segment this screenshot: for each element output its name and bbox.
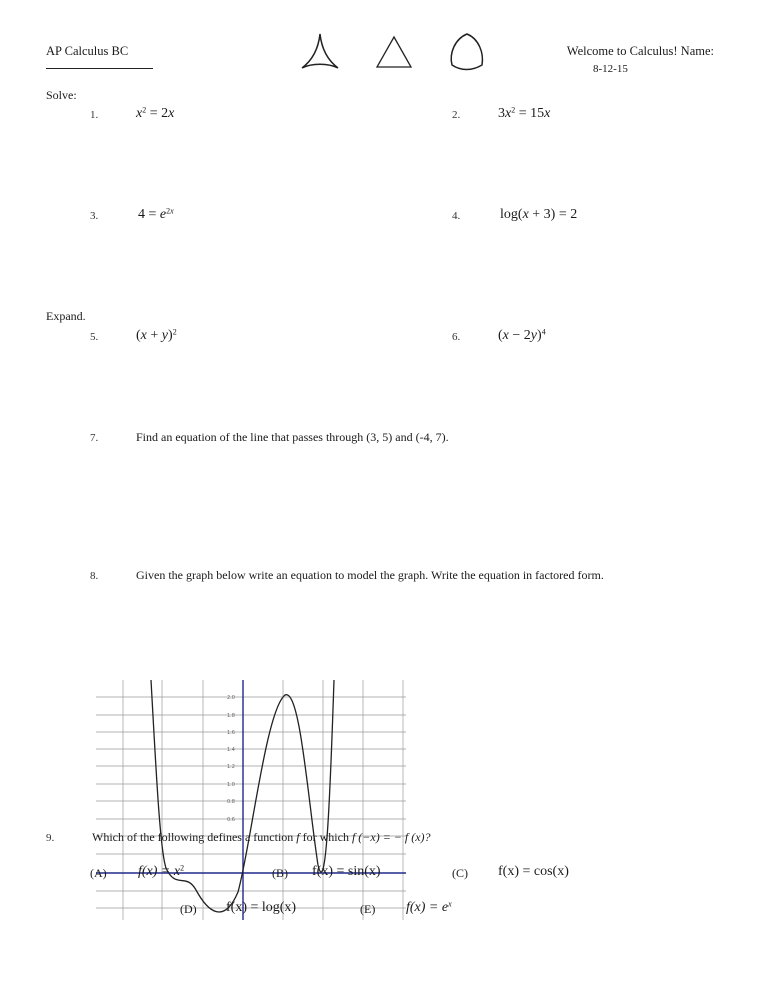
problem-9-f: f xyxy=(296,830,300,844)
problem-3-number: 3. xyxy=(90,210,99,222)
problem-1-equation: $x^2 = 2x$ xyxy=(136,105,175,121)
tick-1-0: 1.0 xyxy=(227,782,235,788)
choice-d-label[interactable]: (D) xyxy=(180,902,197,916)
tick-1-4: 1.4 xyxy=(227,747,235,753)
problem-5-expression: $(x + y)^2$ xyxy=(136,327,177,343)
course-title: AP Calculus BC xyxy=(46,44,129,58)
graph-grid xyxy=(96,680,406,920)
date-label: 8-12-15 xyxy=(593,63,628,75)
problem-7-text: Find an equation of the line that passes through (3, 5) and (-4, 7). xyxy=(136,430,449,444)
problem-4-number: 4. xyxy=(452,210,461,222)
tick-1-2: 1.2 xyxy=(227,764,235,770)
choice-a-expression[interactable]: $f(x) = x^2$ xyxy=(138,863,185,879)
choice-b-expression[interactable]: f(x) = sin(x) xyxy=(312,864,381,879)
tick-0-6: 0.6 xyxy=(227,817,235,823)
problem-9-text-before: Which of the following defines a function xyxy=(92,830,294,844)
problem-5-number: 5. xyxy=(90,331,99,343)
choice-a-label[interactable]: (A) xyxy=(90,866,107,880)
choice-e-label[interactable]: (E) xyxy=(360,902,376,916)
choice-d-expression[interactable]: f(x) = log(x) xyxy=(226,900,297,915)
choice-e-text: f(x) = e xyxy=(406,900,449,915)
tick-1-8: 1.8 xyxy=(227,713,235,719)
choice-c-label[interactable]: (C) xyxy=(452,866,468,880)
problem-8-text: Given the graph below write an equation to model the graph. Write the equation in factored form. xyxy=(136,568,604,582)
tick-0-8: 0.8 xyxy=(227,799,235,805)
problem-7-number: 7. xyxy=(90,432,99,444)
problem-9-number: 9. xyxy=(46,832,55,844)
reuleaux-triangle-icon xyxy=(446,31,488,73)
expand-heading: Expand. xyxy=(46,309,86,323)
tick-2-0: 2.0 xyxy=(227,695,235,701)
problem-6-expression: $(x - 2y)^4$ xyxy=(498,327,546,343)
course-underline xyxy=(46,68,153,69)
choice-c-expression[interactable]: f(x) = cos(x) xyxy=(498,864,569,879)
triangle-shape-icon xyxy=(375,34,415,74)
problem-4-equation: log(x + 3) = 2 xyxy=(500,207,578,222)
problem-9-text-mid: for which xyxy=(302,830,349,844)
choice-a-text: f(x) = x xyxy=(138,864,181,879)
graph-axes xyxy=(96,680,406,920)
problem-8-number: 8. xyxy=(90,570,99,582)
problem-1-number: 1. xyxy=(90,109,99,121)
problem-2-number: 2. xyxy=(452,109,461,121)
problem-3-equation: $4 = e^{2x}$ xyxy=(138,206,174,222)
polynomial-graph xyxy=(96,680,406,920)
deltoid-shape-icon xyxy=(300,32,340,72)
problem-9-condition: f (−x) = − f (x)? xyxy=(351,830,431,844)
choice-b-label[interactable]: (B) xyxy=(272,866,288,880)
problem-2-equation: $3x^2 = 15x$ xyxy=(498,105,551,121)
problem-6-number: 6. xyxy=(452,331,461,343)
choice-e-expression[interactable]: $f(x) = e^x$ xyxy=(406,899,452,915)
solve-heading: Solve: xyxy=(46,88,77,102)
problem-9-text xyxy=(92,830,431,845)
graph-tick-labels xyxy=(227,695,235,823)
tick-1-6: 1.6 xyxy=(227,730,235,736)
welcome-name-label: Welcome to Calculus! Name: xyxy=(566,44,714,58)
